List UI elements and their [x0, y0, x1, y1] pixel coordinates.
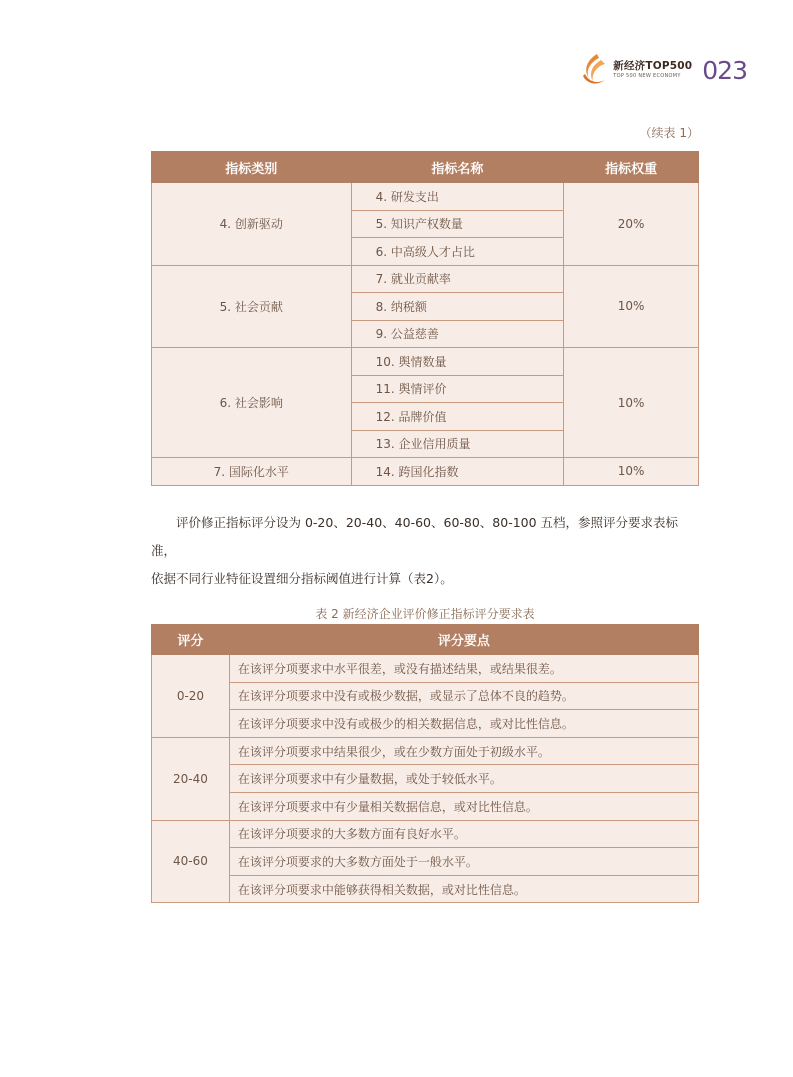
table-row	[152, 875, 699, 903]
brand-title: 新经济TOP500	[613, 60, 693, 73]
scoring-requirements-table	[151, 624, 699, 903]
indicator-cell: 4. 研发支出	[351, 183, 564, 211]
indicator-cell: 5. 知识产权数量	[351, 210, 564, 238]
indicator-cell: 14. 跨国化指数	[351, 458, 564, 486]
header-category: 指标类别	[152, 152, 352, 183]
table-header-row	[152, 152, 699, 183]
requirement-cell: 在该评分项要求中没有或极少的相关数据信息，或对比性信息。	[229, 710, 698, 738]
table-row	[152, 348, 699, 376]
header-weight: 指标权重	[564, 152, 699, 183]
indicator-weight-table	[151, 151, 699, 486]
table-row	[152, 765, 699, 793]
requirement-cell: 在该评分项要求中结果很少，或在少数方面处于初级水平。	[229, 737, 698, 765]
requirement-cell: 在该评分项要求的大多数方面有良好水平。	[229, 820, 698, 848]
weight-cell: 10%	[564, 265, 699, 348]
score-cell: 20-40	[152, 737, 230, 820]
requirement-cell: 在该评分项要求中没有或极少数据，或显示了总体不良的趋势。	[229, 682, 698, 710]
table-row	[152, 655, 699, 683]
table-row	[152, 737, 699, 765]
requirement-cell: 在该评分项要求中有少量数据，或处于较低水平。	[229, 765, 698, 793]
score-cell: 40-60	[152, 820, 230, 903]
table-row	[152, 183, 699, 211]
table-header-row	[152, 625, 699, 655]
table-continued-label: （续表 1）	[639, 126, 699, 140]
brand-block	[613, 61, 692, 79]
indicator-cell: 7. 就业贡献率	[351, 265, 564, 293]
header-indicator: 指标名称	[351, 152, 564, 183]
requirement-cell: 在该评分项要求中能够获得相关数据，或对比性信息。	[229, 875, 698, 903]
indicator-cell: 9. 公益慈善	[351, 320, 564, 348]
header-score: 评分	[152, 625, 230, 655]
indicator-cell: 6. 中高级人才占比	[351, 238, 564, 266]
header-requirements: 评分要点	[229, 625, 698, 655]
indicator-cell: 10. 舆情数量	[351, 348, 564, 376]
table-row	[152, 710, 699, 738]
weight-cell: 20%	[564, 183, 699, 266]
category-cell: 7. 国际化水平	[152, 458, 352, 486]
paragraph-line-2: 依据不同行业特征设置细分指标阈值进行计算（表2）。	[151, 571, 453, 586]
table-row	[152, 792, 699, 820]
weight-cell: 10%	[564, 458, 699, 486]
category-cell: 4. 创新驱动	[152, 183, 352, 266]
table-row	[152, 820, 699, 848]
requirement-cell: 在该评分项要求的大多数方面处于一般水平。	[229, 848, 698, 876]
paragraph-line-1: 评价修正指标评分设为 0-20、20-40、40-60、60-80、80-100 五档，参照评分要求表标准，	[151, 515, 679, 558]
weight-cell: 10%	[564, 348, 699, 458]
page-number: 023	[702, 55, 747, 85]
requirement-cell: 在该评分项要求中有少量相关数据信息，或对比性信息。	[229, 792, 698, 820]
requirement-cell: 在该评分项要求中水平很差，或没有描述结果，或结果很差。	[229, 655, 698, 683]
flame-swirl-icon	[579, 52, 609, 88]
indicator-cell: 8. 纳税额	[351, 293, 564, 321]
indicator-cell: 12. 品牌价值	[351, 403, 564, 431]
table-row	[152, 458, 699, 486]
table-row	[152, 848, 699, 876]
category-cell: 6. 社会影响	[152, 348, 352, 458]
indicator-cell: 13. 企业信用质量	[351, 430, 564, 458]
table-caption: 表 2 新经济企业评价修正指标评分要求表	[315, 607, 535, 621]
table-row	[152, 682, 699, 710]
brand-subtitle: TOP 500 NEW ECONOMY	[613, 72, 681, 79]
category-cell: 5. 社会贡献	[152, 265, 352, 348]
score-cell: 0-20	[152, 655, 230, 738]
page-header	[579, 50, 747, 90]
table-row	[152, 265, 699, 293]
indicator-cell: 11. 舆情评价	[351, 375, 564, 403]
body-paragraph	[151, 509, 701, 593]
